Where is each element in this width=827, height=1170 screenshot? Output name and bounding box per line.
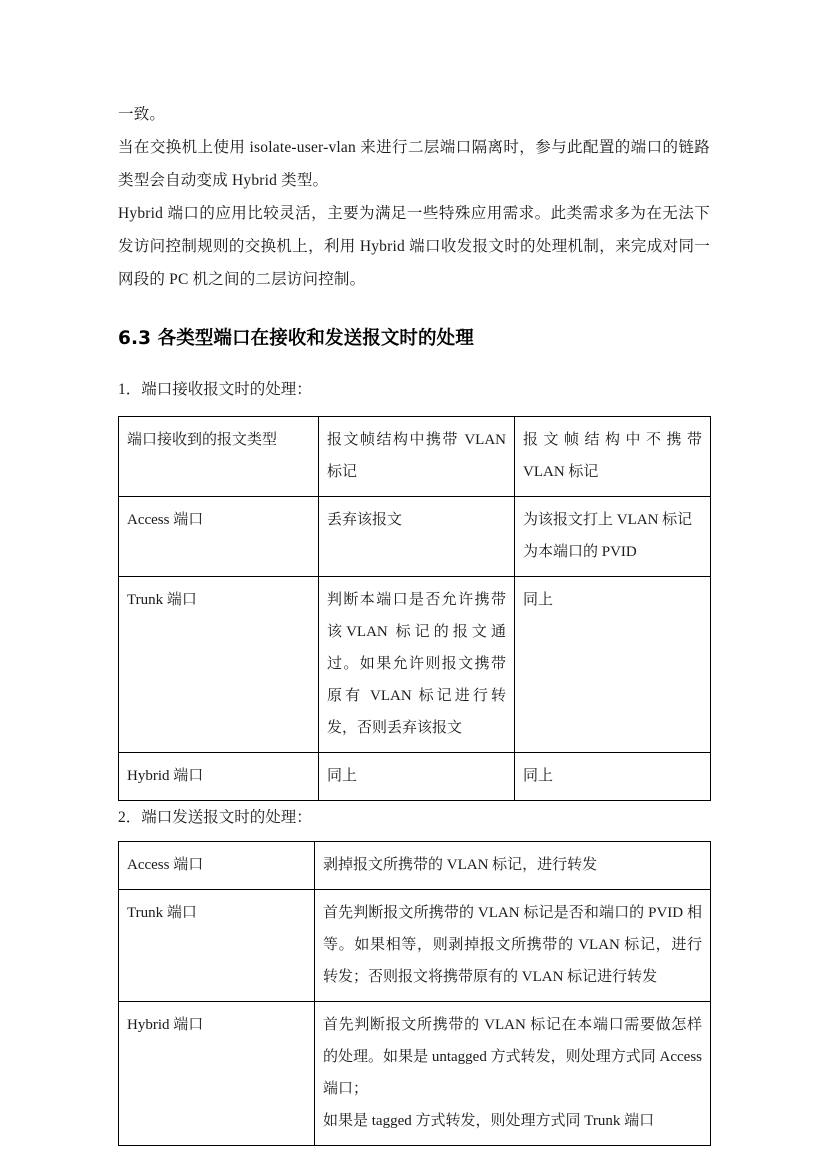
cell-hybrid-tagged: 同上 [319, 753, 515, 801]
cell-port-hybrid: Hybrid 端口 [119, 753, 319, 801]
table-row-header [119, 417, 711, 497]
paragraph-hybrid-usage: Hybrid 端口的应用比较灵活，主要为满足一些特殊应用需求。此类需求多为在无法下发访问控制规则的交换机上，利用 Hybrid 端口收发报文时的处理机制，来完成对同一网段的 PC 机之间的二层访问控制。 [118, 205, 710, 288]
header-cell-tagged: 报文帧结构中携带 VLAN 标记 [319, 417, 515, 497]
header-cell-untagged: 报 文 帧 结 构 中 不 携 带 VLAN 标记 [515, 417, 711, 497]
section-heading-6-3: 6.3 各类型端口在接收和发送报文时的处理 [118, 328, 474, 349]
cell-trunk-untagged: 同上 [515, 577, 711, 753]
cell-access-tagged: 丢弃该报文 [319, 497, 515, 577]
table-row [119, 842, 711, 890]
spacer-below-heading [118, 350, 710, 376]
cell-send-port-trunk: Trunk 端口 [119, 890, 315, 1002]
table-row [119, 890, 711, 1002]
table-receive-handling [118, 416, 711, 801]
cell-access-untagged: 为该报文打上 VLAN 标记为本端口的 PVID [515, 497, 711, 577]
cell-send-hybrid-handling [315, 1002, 711, 1146]
paragraph-continuation: 一致。 [118, 106, 166, 123]
list-item-receive-label: 1．端口接收报文时的处理： [118, 381, 312, 398]
cell-trunk-tagged: 判断本端口是否允许携带该VLAN 标记的报文通过。如果允许则报文携带原有 VLAN 标记进行转发，否则丢弃该报文 [319, 577, 515, 753]
cell-send-trunk-handling: 首先判断报文所携带的 VLAN 标记是否和端口的 PVID 相等。如果相等，则剥掉报文所携带的 VLAN 标记，进行转发；否则报文将携带原有的 VLAN 标记进行转发 [315, 890, 711, 1002]
paragraph-isolate-user-vlan: 当在交换机上使用 isolate-user-vlan 来进行二层端口隔离时，参与此配置的端口的链路类型会自动变成 Hybrid 类型。 [118, 139, 710, 189]
page-content [118, 98, 710, 1146]
cell-send-port-hybrid: Hybrid 端口 [119, 1002, 315, 1146]
list-item-send-label: 2．端口发送报文时的处理： [118, 809, 312, 826]
cell-send-hybrid-line-2: 如果是 tagged 方式转发，则处理方式同 Trunk 端口 [323, 1113, 655, 1129]
cell-port-trunk: Trunk 端口 [119, 577, 319, 753]
table-row [119, 1002, 711, 1146]
table-row [119, 577, 711, 753]
table-send-handling [118, 841, 711, 1146]
table-row [119, 497, 711, 577]
spacer-above-table-send [118, 832, 710, 841]
cell-send-access-handling: 剥掉报文所携带的 VLAN 标记，进行转发 [315, 842, 711, 890]
cell-send-hybrid-line-1: 首先判断报文所携带的 VLAN 标记在本端口需要做怎样的处理。如果是 untagged 方式转发，则处理方式同 Access 端口； [323, 1017, 702, 1097]
table-row [119, 753, 711, 801]
cell-hybrid-untagged: 同上 [515, 753, 711, 801]
spacer-above-heading [118, 296, 710, 324]
cell-send-port-access: Access 端口 [119, 842, 315, 890]
spacer-above-table-receive [118, 404, 710, 416]
header-cell-port-type: 端口接收到的报文类型 [119, 417, 319, 497]
cell-port-access: Access 端口 [119, 497, 319, 577]
